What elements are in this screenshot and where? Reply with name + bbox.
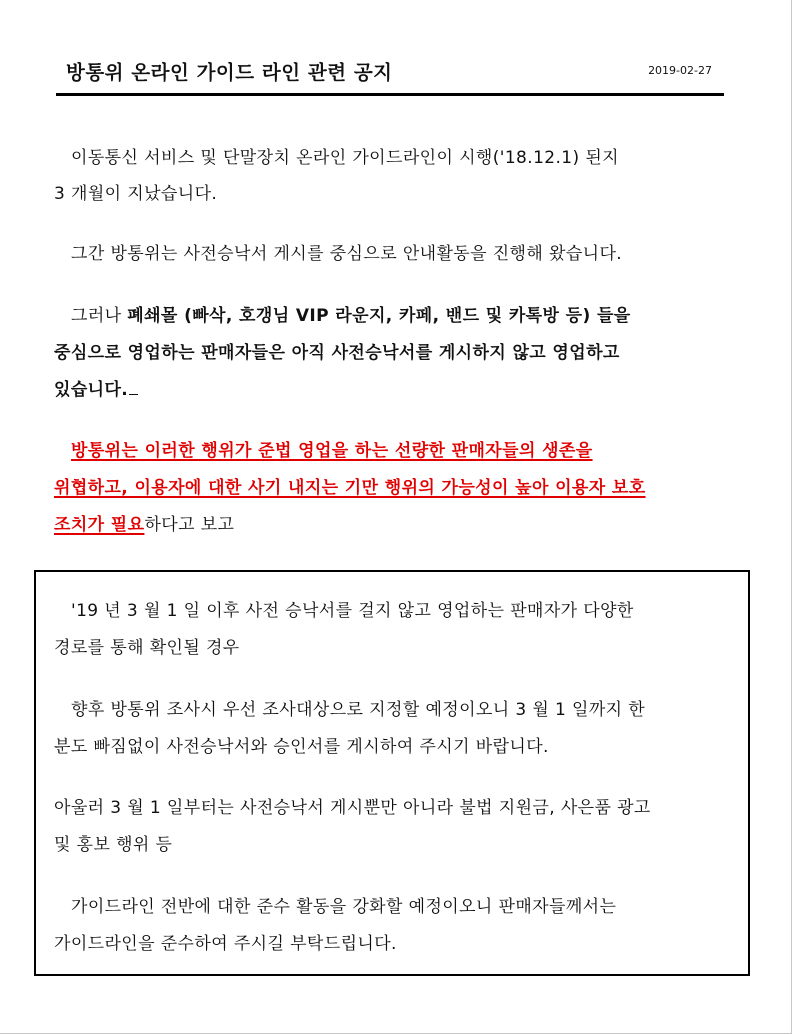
notice-box: [34, 570, 750, 976]
intro-paragraph-4-tail: 하다고 보고: [144, 515, 235, 535]
text-cursor: [129, 380, 138, 395]
notice-paragraph-3-line-2: 및 홍보 행위 등: [54, 835, 173, 855]
intro-paragraph-3-line-1: [54, 299, 734, 333]
intro-paragraph-4-line-3: [54, 508, 734, 542]
intro-paragraph-2: [54, 237, 734, 271]
emphasis-red-3: 조치가 필요: [54, 515, 145, 535]
intro-paragraph-3-bold-3: 있습니다.: [54, 380, 129, 400]
notice-paragraph-1-line-2: 경로를 통해 확인될 경우: [54, 638, 240, 658]
notice-paragraph-4-text: 가이드라인 전반에 대한 준수 활동을 강화할 예정이오니 판매자들께서는: [71, 897, 617, 917]
intro-paragraph-4-line-2: [54, 471, 734, 505]
intro-paragraph-3-prefix: 그러나: [71, 306, 128, 326]
intro-paragraph-3-bold-1: 폐쇄몰 (빠삭, 호갱님 VIP 라운지, 카페, 밴드 및 카톡방 등) 들을: [127, 306, 631, 326]
notice-paragraph-2-line-1: [54, 692, 734, 728]
notice-paragraph-1-line-1: [54, 593, 734, 629]
intro-paragraph-3-line-3: [54, 373, 734, 407]
notice-paragraph-3-line-1: 아울러 3 월 1 일부터는 사전승낙서 게시뿐만 아니라 불법 지원금, 사은품 광고: [54, 798, 651, 818]
notice-paragraph-1-text: '19 년 3 월 1 일 이후 사전 승낙서를 걸지 않고 영업하는 판매자가 다양한: [71, 601, 634, 621]
notice-paragraph-4-line-2: 가이드라인을 준수하여 주시길 부탁드립니다.: [54, 934, 397, 954]
notice-paragraph-2-line-2: 분도 빠짐없이 사전승낙서와 승인서를 게시하여 주시기 바랍니다.: [54, 737, 549, 757]
intro-paragraph-3-line-2: 중심으로 영업하는 판매자들은 아직 사전승낙서를 게시하지 않고 영업하고: [54, 343, 620, 363]
notice-date: 2019-02-27: [648, 64, 712, 77]
notice-paragraph-4-line-1: [54, 889, 734, 925]
notice-paragraph-2-text: 향후 방통위 조사시 우선 조사대상으로 지정할 예정이오니 3 월 1 일까지 한: [71, 700, 646, 720]
emphasis-red-2: 위협하고, 이용자에 대한 사기 내지는 기만 행위의 가능성이 높아 이용자 보호: [54, 478, 646, 498]
emphasis-red-1: 방통위는 이러한 행위가 준법 영업을 하는 선량한 판매자들의 생존을: [71, 441, 593, 461]
page-title: 방통위 온라인 가이드 라인 관련 공지: [66, 61, 393, 84]
intro-paragraph-1-line-1: [54, 141, 734, 175]
intro-paragraph-2-text: 그간 방통위는 사전승낙서 게시를 중심으로 안내활동을 진행해 왔습니다.: [71, 244, 623, 264]
intro-paragraph-1-line-2: 3 개월이 지났습니다.: [54, 184, 218, 204]
intro-paragraph-4-line-1: [54, 434, 734, 468]
notice-header: [56, 52, 724, 96]
intro-paragraph-1-text: 이동통신 서비스 및 단말장치 온라인 가이드라인이 시행('18.12.1) 된지: [71, 148, 620, 168]
